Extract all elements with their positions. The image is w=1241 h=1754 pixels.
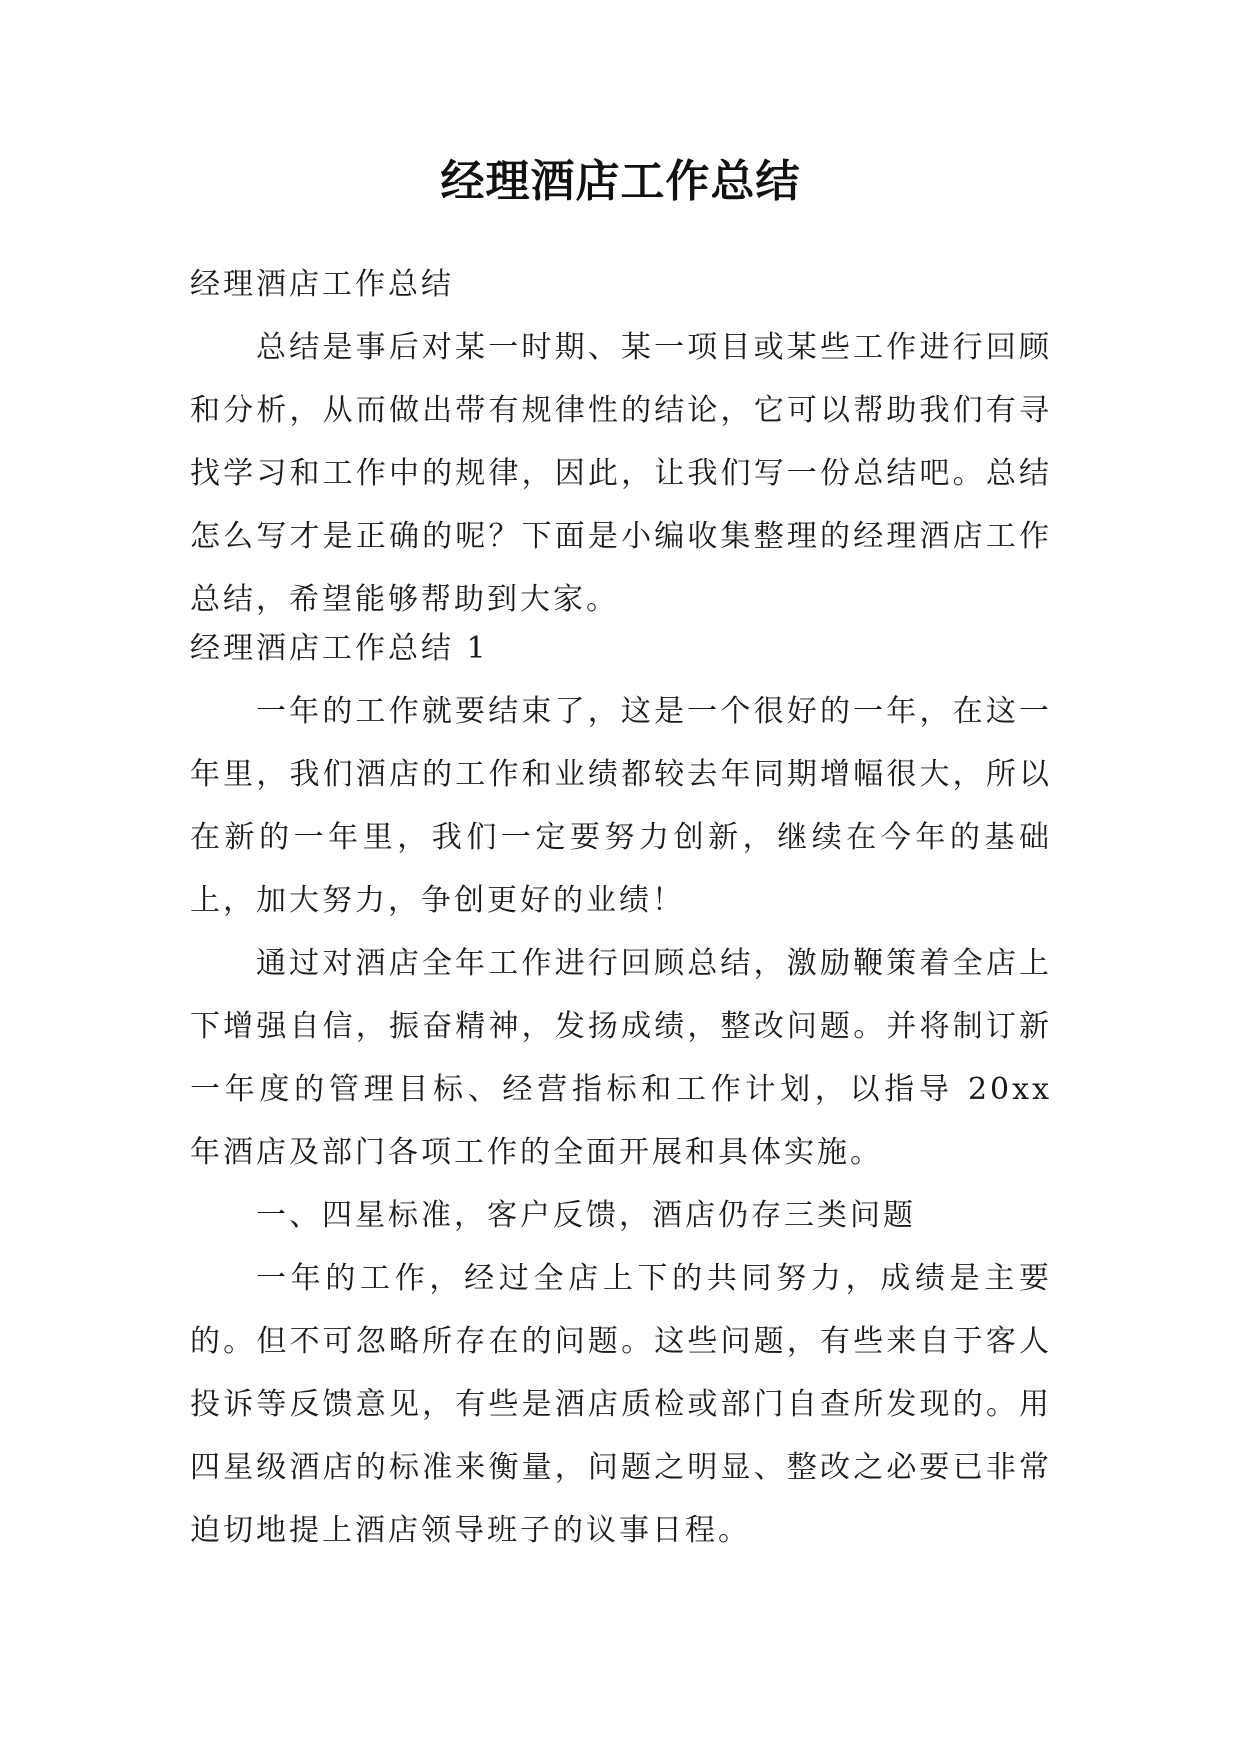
subsection-heading: 一、四星标准，客户反馈，酒店仍存三类问题 — [256, 1198, 916, 1233]
document-subtitle: 经理酒店工作总结 — [190, 267, 454, 302]
paragraph: 通过对酒店全年工作进行回顾总结，激励鞭策着全店上下增强自信，振奋精神，发扬成绩，整改问题。并将制订新一年度的管理目标、经营指标和工作计划，以指导 20xx 年酒店及部门各项工作的全面开展和具体实施。 — [190, 946, 1052, 1170]
intro-block — [190, 253, 1052, 631]
document-title: 经理酒店工作总结 — [440, 156, 801, 207]
paragraph: 一年的工作，经过全店上下的共同努力，成绩是主要的。但不可忽略所存在的问题。这些问题，有些来自于客人投诉等反馈意见，有些是酒店质检或部门自查所发现的。用四星级酒店的标准来衡量，问题之明显、整改之必要已非常迫切地提上酒店领导班子的议事日程。 — [190, 1261, 1052, 1548]
section-1-heading: 经理酒店工作总结 1 — [190, 631, 489, 666]
intro-paragraph: 总结是事后对某一时期、某一项目或某些工作进行回顾和分析，从而做出带有规律性的结论，它可以帮助我们有寻找学习和工作中的规律，因此，让我们写一份总结吧。总结怎么写才是正确的呢？下面是小编收集整理的经理酒店工作总结，希望能够帮助到大家。 — [190, 330, 1052, 617]
section-1 — [190, 617, 1052, 1562]
paragraph: 一年的工作就要结束了，这是一个很好的一年，在这一年里，我们酒店的工作和业绩都较去年同期增幅很大，所以在新的一年里，我们一定要努力创新，继续在今年的基础上，加大努力，争创更好的业绩！ — [190, 694, 1052, 918]
